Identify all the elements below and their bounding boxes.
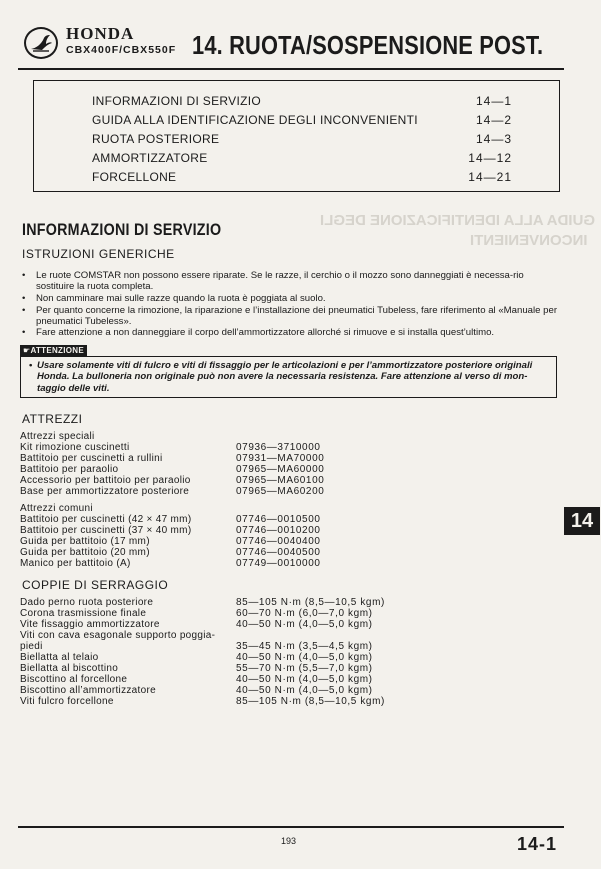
contents-item-page: 14—3 [475,132,512,146]
tool-code: 07746—0010500 [236,514,321,525]
contents-item[interactable] [92,94,532,112]
tool-name: Battitoio per cuscinetti (37 × 40 mm) [20,525,192,536]
attention-label: ATTENZIONE [30,346,84,355]
torque-value: 40—50 N·m (4,0—5,0 kgm) [236,674,373,685]
torque-row [20,685,540,696]
bullet-icon: • [22,293,26,304]
torque-row [20,619,540,630]
page-number: 14-1 [517,834,558,854]
bullet-icon: • [22,305,26,316]
torque-item: Viti fulcro forcellone [20,696,114,707]
warning-hand-icon: ☛ [23,346,31,355]
torque-row [20,608,540,619]
bullet-text: Fare attenzione a non danneggiare il corpo dell’ammortizzatore allorché si rimuove e si installa quest’ultimo. [36,327,495,338]
tool-code: 07936—3710000 [236,442,321,453]
tool-row [20,464,540,475]
tool-row [20,514,540,525]
torque-row [20,652,540,663]
torque-value: 35—45 N·m (3,5—4,5 kgm) [236,641,373,652]
bleed-through-text: GUIDA ALLA IDENTIFICAZIONE DEGLI [320,212,595,229]
common-tools-heading [20,503,540,514]
bullet-text: Le ruote COMSTAR non possono essere riparate. Se le razze, il cerchio o il mozzo sono danneggiati è necessa-rio sostituire la ruota completa. [36,270,524,293]
tool-row [20,536,540,547]
tool-code: 07931—MA70000 [236,453,325,464]
torque-item: Dado perno ruota posteriore [20,597,154,608]
tool-code: 07746—0040400 [236,536,321,547]
bullet-text: Non camminare mai sulle razze quando la ruota è poggiata al suolo. [36,293,326,304]
contents-item-label: GUIDA ALLA IDENTIFICAZIONE DEGLI INCONVENIENTI [92,113,418,127]
torque-value: 40—50 N·m (4,0—5,0 kgm) [236,619,373,630]
tool-name: Guida per battitoio (17 mm) [20,536,150,547]
tool-name: Battitoio per cuscinetti a rullini [20,453,163,464]
bullet-icon: • [22,270,26,281]
torque-item: piedi [20,641,43,652]
tool-name: Manico per battitoio (A) [20,558,131,569]
bleed-through-text: INCONVENIENTI [470,232,588,249]
special-tools-heading [20,431,540,442]
contents-item-page: 14—1 [475,94,512,108]
contents-item-page: 14—2 [475,113,512,127]
model-name: CBX400F/CBX550F [66,44,177,56]
tool-name: Kit rimozione cuscinetti [20,442,130,453]
brand-name: HONDA [66,24,135,43]
page-number-center: 193 [281,836,297,846]
contents-item-page: 14—21 [468,170,512,184]
contents-box [33,80,560,192]
tool-row [20,442,540,453]
tool-name: Accessorio per battitoio per paraolio [20,475,191,486]
tool-row [20,525,540,536]
torque-row [20,597,540,608]
tool-code: 07746—0010200 [236,525,321,536]
contents-item[interactable] [92,170,532,188]
tool-name: Battitoio per paraolio [20,464,119,475]
tool-row [20,547,540,558]
tool-code: 07965—MA60100 [236,475,325,486]
common-tools-label: Attrezzi comuni [20,503,93,514]
contents-item[interactable] [92,132,532,150]
torque-item: Biscottino all’ammortizzatore [20,685,156,696]
torque-value: 40—50 N·m (4,0—5,0 kgm) [236,685,373,696]
torque-item: Vite fissaggio ammortizzatore [20,619,160,630]
torque-row [20,674,540,685]
tool-row [20,475,540,486]
chapter-side-tab: 14 [564,507,600,535]
tool-code: 07965—MA60000 [236,464,325,475]
tool-code: 07749—0010000 [236,558,321,569]
torque-item: Biscottino al forcellone [20,674,128,685]
torque-row [20,663,540,674]
tool-row [20,453,540,464]
general-instructions-heading: ISTRUZIONI GENERICHE [22,247,175,261]
tool-code: 07746—0040500 [236,547,321,558]
torque-value: 55—70 N·m (5,5—7,0 kgm) [236,663,373,674]
attention-box [20,356,557,398]
header-rule [18,68,564,70]
tool-row [20,486,540,497]
contents-item-label: INFORMAZIONI DI SERVIZIO [92,94,261,108]
special-tools-label: Attrezzi speciali [20,431,95,442]
torque-value: 85—105 N·m (8,5—10,5 kgm) [236,597,385,608]
torque-heading: COPPIE DI SERRAGGIO [22,578,169,592]
torque-item: Biellatta al biscottino [20,663,119,674]
torque-value: 60—70 N·m (6,0—7,0 kgm) [236,608,373,619]
tool-name: Guida per battitoio (20 mm) [20,547,150,558]
contents-item[interactable] [92,151,532,169]
tool-name: Base per ammortizzatore posteriore [20,486,190,497]
section-title: INFORMAZIONI DI SERVIZIO [22,220,222,239]
wing-icon [28,32,54,54]
torque-row [20,630,540,641]
torque-row [20,696,540,707]
honda-wing-logo [24,27,58,59]
tool-name: Battitoio per cuscinetti (42 × 47 mm) [20,514,192,525]
contents-item-label: AMMORTIZZATORE [92,151,208,165]
torque-item: Biellatta al telaio [20,652,99,663]
torque-value: 40—50 N·m (4,0—5,0 kgm) [236,652,373,663]
torque-item: Corona trasmissione finale [20,608,147,619]
contents-item-label: FORCELLONE [92,170,177,184]
contents-item-page: 14—12 [468,151,512,165]
attention-text: Usare solamente viti di fulcro e viti di fissaggio per le articolazioni e per l’ammortizzatore posteriore originali Honda. La bulloneria non originale può non avere la necessaria resistenza. Fare attenzione al verso di mon-taggio delle viti. [37,360,533,394]
contents-item[interactable] [92,113,532,131]
footer-rule [18,826,564,828]
contents-item-label: RUOTA POSTERIORE [92,132,220,146]
tool-row [20,558,540,569]
bullet-icon: • [29,360,33,371]
bullet-icon: • [22,327,26,338]
tool-code: 07965—MA60200 [236,486,325,497]
torque-row [20,641,540,652]
tools-heading: ATTREZZI [22,412,83,426]
torque-value: 85—105 N·m (8,5—10,5 kgm) [236,696,385,707]
torque-item: Viti con cava esagonale supporto poggia- [20,630,216,641]
bullet-text: Per quanto concerne la rimozione, la riparazione e l’installazione dei pneumatici Tubeless, fare riferimento al «Manuale per pneumatici Tubeless». [36,305,558,328]
chapter-title: 14. RUOTA/SOSPENSIONE POST. [192,30,544,60]
